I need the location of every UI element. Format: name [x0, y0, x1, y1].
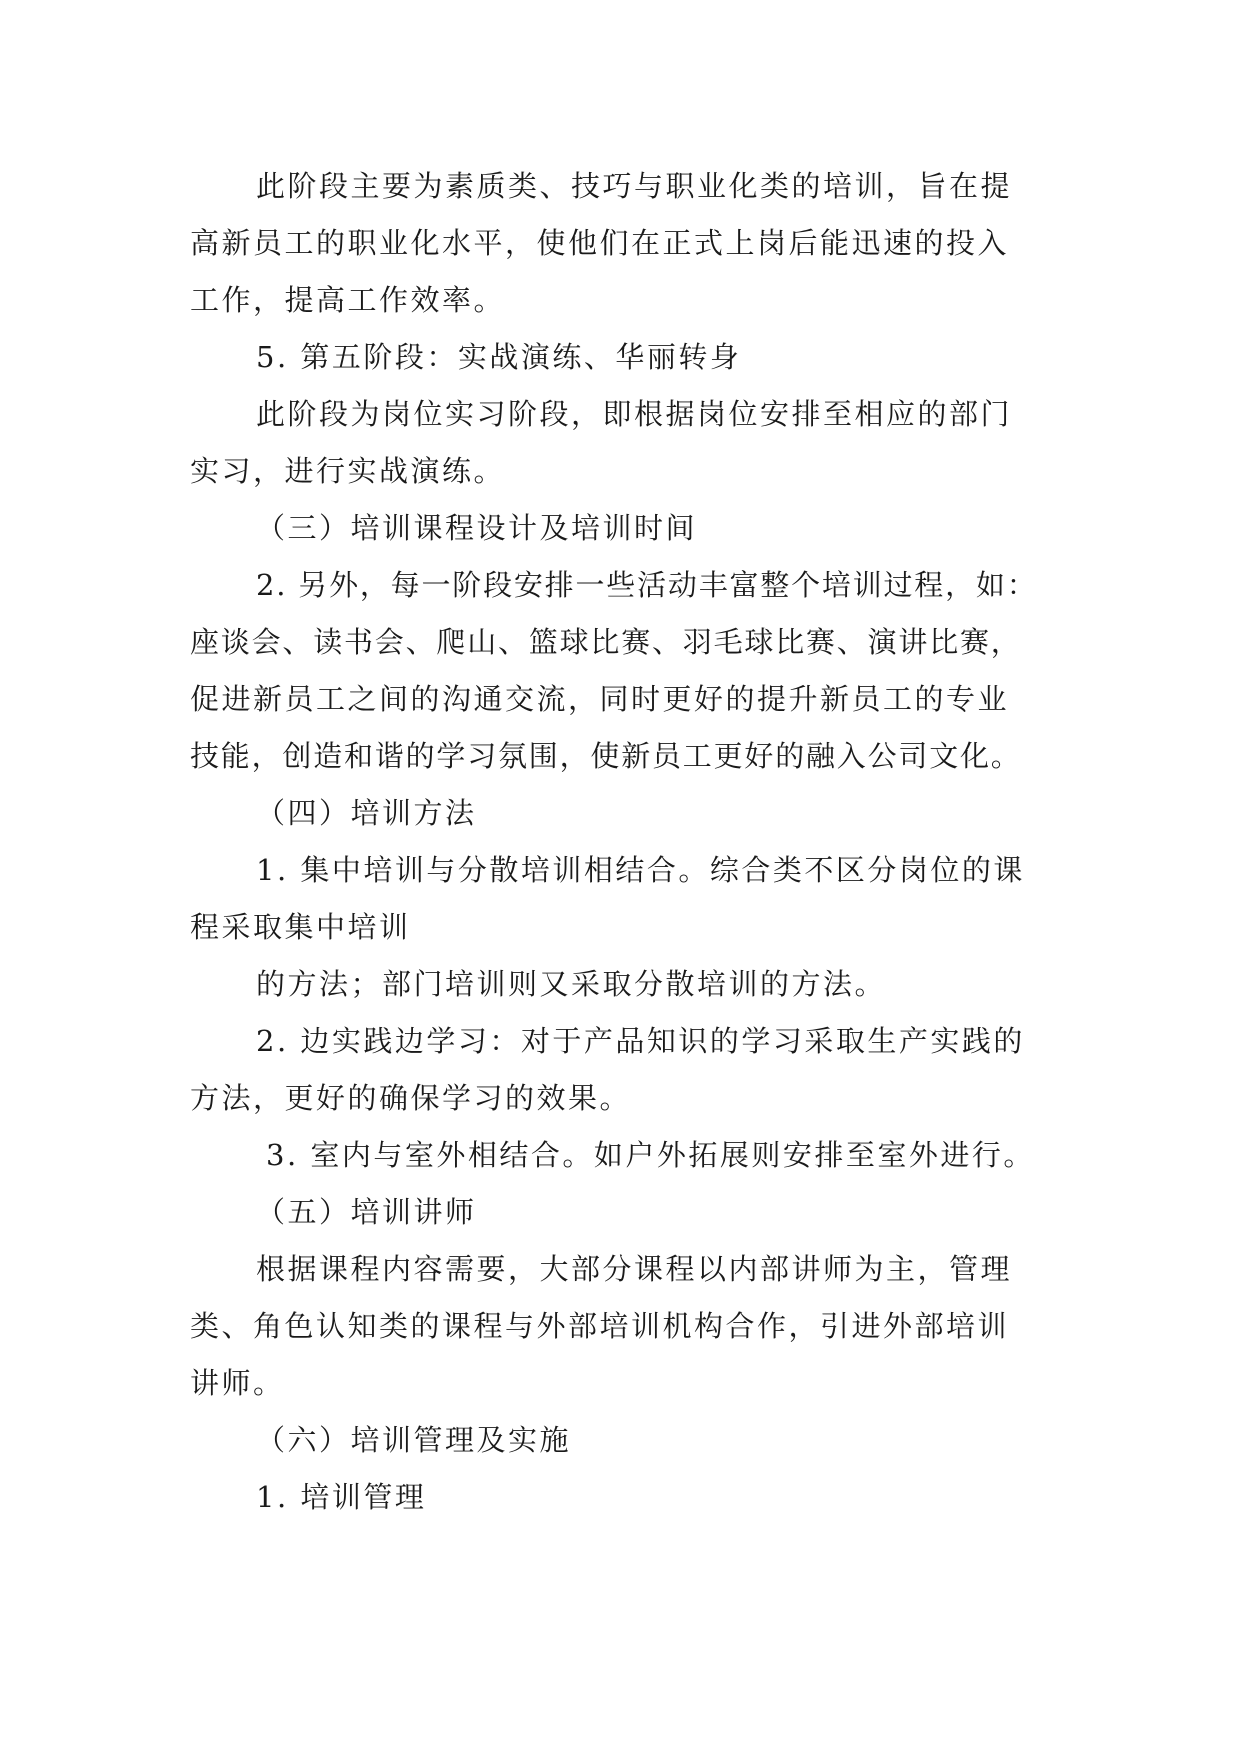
paragraph-line: 3. 室内与室外相结合。如户外拓展则安排至室外进行。: [266, 1138, 1035, 1172]
paragraph-line: 1. 集中培训与分散培训相结合。综合类不区分岗位的课: [256, 853, 1025, 887]
paragraph-line: 技能，创造和谐的学习氛围，使新员工更好的融入公司文化。: [190, 739, 1022, 773]
section-heading: （六）培训管理及实施: [256, 1423, 572, 1457]
paragraph-line: 促进新员工之间的沟通交流，同时更好的提升新员工的专业: [190, 682, 1010, 716]
paragraph-line: 高新员工的职业化水平，使他们在正式上岗后能迅速的投入: [190, 226, 1010, 260]
paragraph-line: 此阶段主要为素质类、技巧与职业化类的培训，旨在提: [256, 169, 1013, 203]
section-heading: 5. 第五阶段：实战演练、华丽转身: [256, 340, 742, 374]
paragraph-line: 的方法；部门培训则又采取分散培训的方法。: [256, 967, 887, 1001]
section-heading: （五）培训讲师: [256, 1195, 477, 1229]
paragraph-line: 类、角色认知类的课程与外部培训机构合作，引进外部培训: [190, 1309, 1010, 1343]
paragraph-line: 座谈会、读书会、爬山、篮球比赛、羽毛球比赛、演讲比赛，: [190, 625, 1022, 659]
paragraph-line: 此阶段为岗位实习阶段，即根据岗位安排至相应的部门: [256, 397, 1013, 431]
paragraph-line: 2. 另外，每一阶段安排一些活动丰富整个培训过程，如：: [256, 568, 1038, 602]
paragraph-line: 根据课程内容需要，大部分课程以内部讲师为主，管理: [256, 1252, 1013, 1286]
section-heading: （四）培训方法: [256, 796, 477, 830]
paragraph-line: 方法，更好的确保学习的效果。: [190, 1081, 632, 1115]
paragraph-line: 实习，进行实战演练。: [190, 454, 506, 488]
paragraph-line: 讲师。: [190, 1366, 285, 1400]
paragraph-line: 程采取集中培训: [190, 910, 411, 944]
paragraph-line: 2. 边实践边学习：对于产品知识的学习采取生产实践的: [256, 1024, 1025, 1058]
paragraph-line: 工作，提高工作效率。: [190, 283, 506, 317]
section-heading: （三）培训课程设计及培训时间: [256, 511, 698, 545]
section-heading: 1. 培训管理: [256, 1480, 427, 1514]
